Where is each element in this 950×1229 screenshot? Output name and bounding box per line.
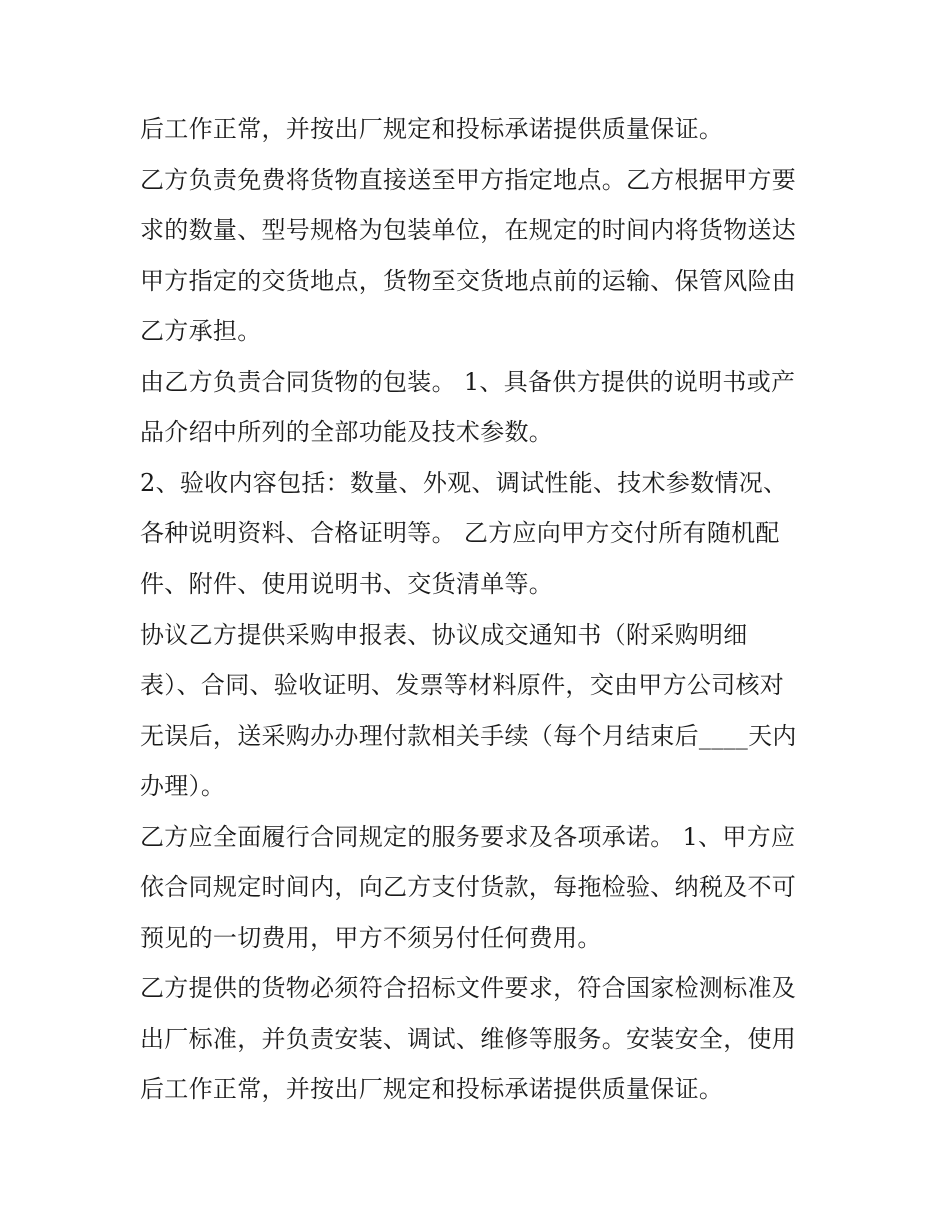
text-line-3: 求的数量、型号规格为包装单位，在规定的时间内将货物送达 xyxy=(140,216,797,244)
text-line-1: 后工作正常，并按出厂规定和投标承诺提供质量保证。 xyxy=(140,115,724,143)
text-line-4: 甲方指定的交货地点，货物至交货地点前的运输、保管风险由 xyxy=(140,267,797,295)
text-line-11: 协议乙方提供采购申报表、协议成交通知书（附采购明细 xyxy=(140,621,748,649)
text-line-8: 2、验收内容包括：数量、外观、调试性能、技术参数情况、 xyxy=(140,469,788,497)
text-line-17: 预见的一切费用，甲方不须另付任何费用。 xyxy=(140,924,602,952)
text-line-7: 品介绍中所列的全部功能及技术参数。 xyxy=(140,418,554,446)
text-line-16: 依合同规定时间内，向乙方支付货款，每拖检验、纳税及不可 xyxy=(140,873,797,901)
text-line-6: 由乙方负责合同货物的包装。 1、具备供方提供的说明书或产 xyxy=(140,368,796,396)
text-line-2: 乙方负责免费将货物直接送至甲方指定地点。乙方根据甲方要 xyxy=(140,166,797,194)
text-line-18: 乙方提供的货物必须符合招标文件要求，符合国家检测标准及 xyxy=(140,974,797,1002)
text-line-5: 乙方承担。 xyxy=(140,317,262,345)
text-line-19: 出厂标准，并负责安装、调试、维修等服务。安装安全，使用 xyxy=(140,1025,797,1053)
text-line-13: 无误后，送采购办办理付款相关手续（每个月结束后____天内 xyxy=(140,722,797,750)
text-line-20: 后工作正常，并按出厂规定和投标承诺提供质量保证。 xyxy=(140,1075,724,1103)
text-line-14: 办理）。 xyxy=(140,772,226,800)
text-line-9: 各种说明资料、合格证明等。 乙方应向甲方交付所有随机配 xyxy=(140,519,780,547)
text-line-15: 乙方应全面履行合同规定的服务要求及各项承诺。 1、甲方应 xyxy=(140,823,796,851)
text-line-12: 表）、合同、验收证明、发票等材料原件，交由甲方公司核对 xyxy=(140,671,785,699)
text-line-10: 件、附件、使用说明书、交货清单等。 xyxy=(140,570,554,598)
